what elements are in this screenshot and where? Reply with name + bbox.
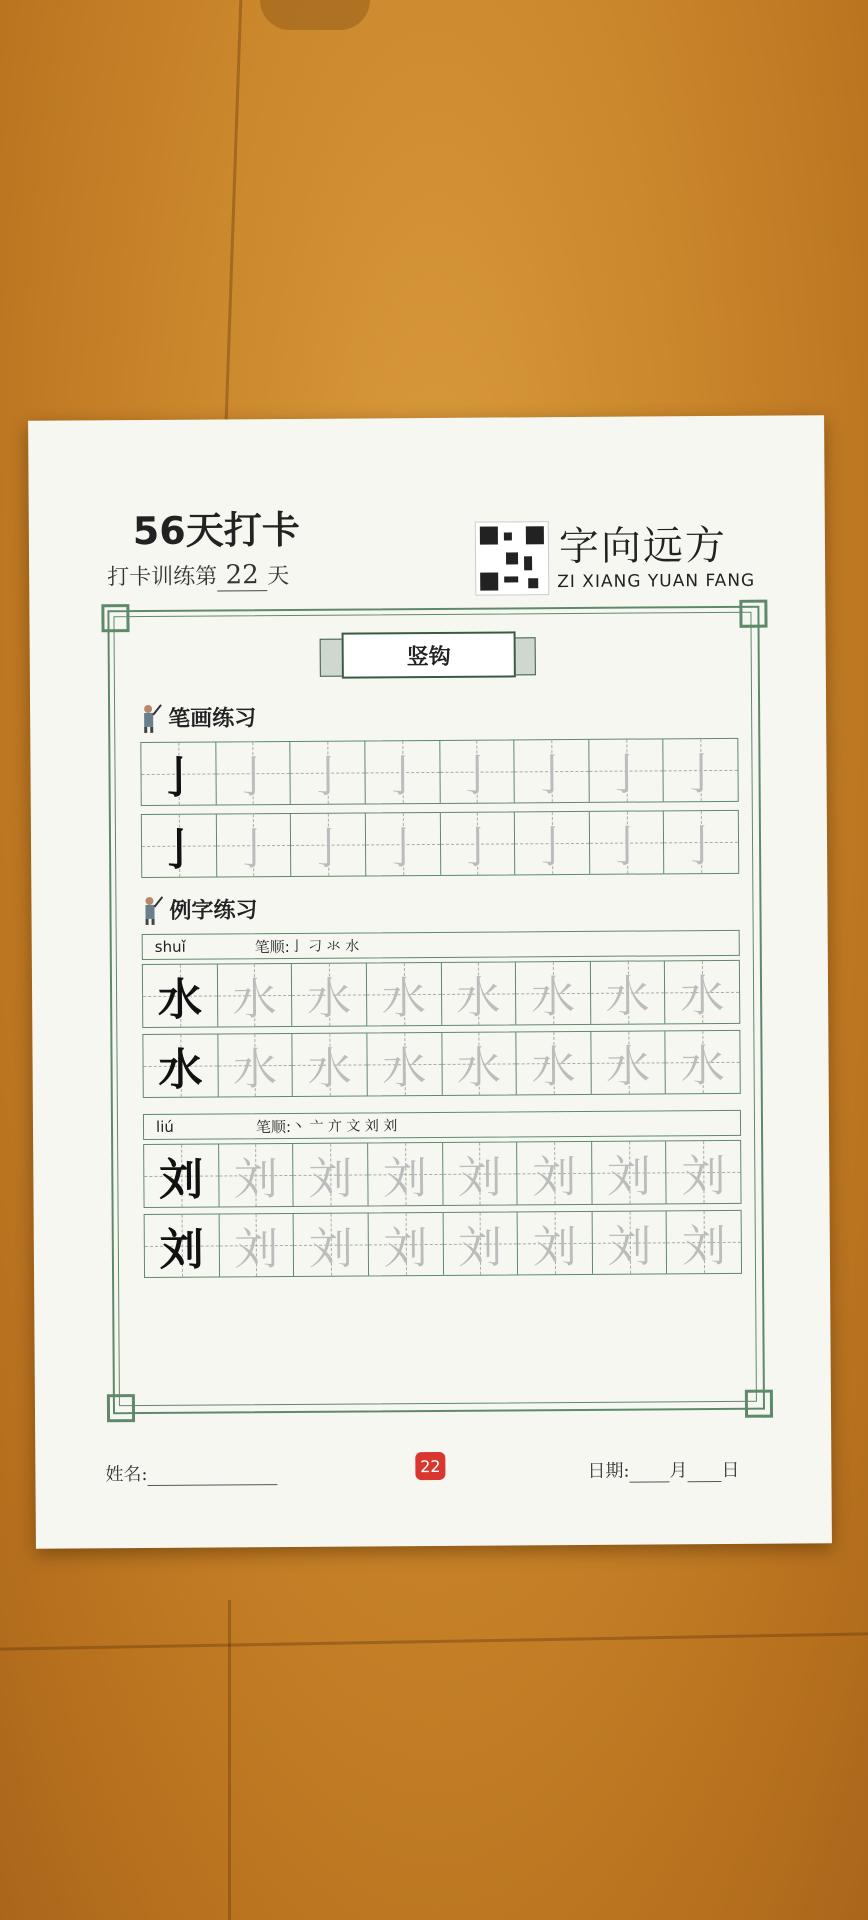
trace-cell[interactable] [365,741,440,804]
brand-name-en: ZI XIANG YUAN FANG [557,570,756,593]
trace-cell[interactable] [516,1032,591,1095]
trace-cell[interactable] [291,813,366,876]
couch-seam [225,0,243,420]
trace-glyph: 刘 [383,1223,428,1275]
trace-cell[interactable] [664,811,738,874]
trace-cell[interactable] [216,742,291,805]
worksheet-paper [28,415,832,1549]
trace-glyph: 亅 [454,750,500,802]
trace-glyph: 水 [531,1041,576,1094]
model-cell [143,1034,218,1097]
trace-glyph: 刘 [606,1151,652,1203]
trace-cell[interactable] [665,961,739,1024]
trace-cell[interactable] [293,1033,368,1096]
trace-glyph: 刘 [532,1221,577,1274]
trace-cell[interactable] [367,1033,442,1096]
trace-glyph: 刘 [308,1153,353,1205]
trace-glyph: 水 [232,1044,278,1096]
trace-glyph: 水 [605,971,650,1023]
trace-cell[interactable] [591,1031,666,1094]
stroke-order: 丶 亠 亣 文 刘 刘 [291,1118,398,1135]
trace-glyph: 水 [382,1043,427,1095]
trace-glyph: 水 [307,973,352,1025]
trace-cell[interactable] [514,740,589,803]
trace-glyph: 水 [456,972,501,1024]
trace-cell[interactable] [292,963,367,1026]
pinyin-bar-shui [142,930,740,960]
subtitle-prefix: 打卡训练第 [107,564,218,591]
trace-glyph: 刘 [233,1154,278,1206]
trace-cell[interactable] [368,1213,443,1276]
trace-glyph: 亅 [678,748,723,801]
trace-cell[interactable] [589,739,664,802]
trace-glyph: 水 [680,970,725,1023]
trace-glyph: 亅 [231,824,276,876]
trace-cell[interactable] [443,1212,518,1275]
model-cell [143,964,218,1027]
month-line[interactable] [630,1481,670,1482]
trace-cell[interactable] [216,814,291,877]
trace-glyph: 刘 [681,1150,726,1203]
worksheet-title: 56天打卡 [132,507,300,554]
worksheet-subtitle [107,559,289,592]
trace-glyph: 亅 [604,821,649,873]
qr-code-icon [475,521,550,596]
trace-cell[interactable] [217,964,292,1027]
trace-glyph: 亅 [529,821,575,874]
model-glyph: 水 [158,1044,203,1096]
trace-cell[interactable] [442,1032,517,1095]
trace-glyph: 刘 [532,1151,577,1204]
trace-glyph: 亅 [380,751,425,803]
trace-cell[interactable] [667,1211,741,1274]
day-label: 日 [721,1459,740,1481]
stroke-banner: 竖钩 [342,631,516,678]
trace-glyph: 水 [680,1040,725,1093]
trace-cell[interactable] [590,811,665,874]
model-cell [145,1214,220,1277]
trace-glyph: 亅 [380,823,425,875]
corner-ornament [101,604,129,632]
model-cell [144,1144,219,1207]
trace-glyph: 水 [381,973,426,1025]
trace-cell[interactable] [443,1142,518,1205]
corner-ornament [739,600,767,628]
stroke-row-2 [141,810,739,878]
name-line[interactable] [148,1484,278,1486]
trace-glyph: 亅 [230,752,276,804]
trace-cell[interactable] [592,1211,667,1274]
date-field[interactable] [587,1456,739,1483]
month-label: 月 [669,1460,688,1482]
model-glyph: 亅 [156,752,201,804]
trace-cell[interactable] [440,740,515,803]
model-cell [141,742,216,805]
stroke-order: 亅 刁 氺 水 [289,938,360,955]
model-glyph: 刘 [159,1224,204,1276]
trace-glyph: 亅 [529,749,574,802]
pinyin-bar-liu [143,1110,741,1140]
trace-cell[interactable] [666,1031,740,1094]
calligrapher-icon [141,894,163,924]
day-line[interactable] [688,1481,722,1482]
trace-cell[interactable] [518,1212,593,1275]
trace-glyph: 亅 [305,823,351,875]
calligrapher-icon [140,702,162,732]
trace-glyph: 水 [307,1043,352,1095]
trace-glyph: 刘 [234,1224,279,1276]
trace-cell[interactable] [517,1142,592,1205]
model-glyph: 水 [157,974,203,1026]
trace-glyph: 水 [232,974,277,1026]
trace-glyph: 刘 [308,1223,354,1275]
trace-cell[interactable] [592,1141,667,1204]
trace-cell[interactable] [591,961,666,1024]
couch-fold [260,0,370,30]
trace-cell[interactable] [368,1143,443,1206]
stroke-row-1 [140,738,738,806]
trace-cell[interactable] [219,1144,294,1207]
brand-name-cn: 字向远方 [558,522,728,571]
page-number-badge: 22 [415,1452,445,1480]
trace-cell[interactable] [664,739,738,802]
model-cell [142,814,217,877]
section-label: 笔画练习 [168,706,257,732]
trace-glyph: 亅 [603,749,649,801]
trace-cell[interactable] [666,1141,740,1204]
section-example-practice [141,893,257,925]
trace-glyph: 刘 [457,1222,503,1274]
name-field[interactable] [105,1459,277,1486]
couch-seam-horizontal [0,1632,868,1650]
pinyin: shuǐ [154,937,186,956]
model-glyph: 刘 [159,1154,204,1206]
section-label: 例字练习 [169,898,258,924]
trace-cell[interactable] [516,962,591,1025]
char-row-shui-1 [142,960,740,1028]
section-stroke-practice [140,701,256,733]
pinyin: liú [155,1117,174,1136]
trace-glyph: 刘 [457,1152,502,1204]
trace-cell[interactable] [218,1034,293,1097]
day-number: 22 [217,560,267,591]
couch-seam-lower [228,1600,231,1920]
char-row-liu-2 [144,1210,742,1278]
char-row-liu-1 [143,1140,741,1208]
trace-cell[interactable] [219,1214,294,1277]
trace-glyph: 刘 [382,1153,428,1205]
model-glyph: 亅 [156,824,202,876]
trace-cell[interactable] [366,813,441,876]
trace-cell[interactable] [515,812,590,875]
stroke-order-label: 笔顺: [254,937,290,956]
trace-glyph: 亅 [679,820,724,873]
trace-glyph: 亅 [455,822,500,874]
trace-cell[interactable] [440,812,515,875]
trace-glyph: 刘 [607,1221,652,1273]
name-label: 姓名: [105,1463,148,1486]
trace-cell[interactable] [367,963,442,1026]
trace-cell[interactable] [294,1213,369,1276]
trace-glyph: 水 [530,971,576,1024]
trace-glyph: 水 [456,1042,502,1094]
char-row-shui-2 [142,1030,740,1098]
trace-cell[interactable] [441,962,516,1025]
subtitle-suffix: 天 [267,563,290,590]
stroke-order-label: 笔顺: [255,1117,292,1136]
trace-glyph: 水 [605,1041,651,1093]
corner-ornament [745,1390,773,1418]
trace-glyph: 刘 [681,1220,727,1273]
corner-ornament [107,1394,135,1422]
trace-cell[interactable] [293,1143,368,1206]
trace-glyph: 亅 [305,751,350,803]
trace-cell[interactable] [291,741,366,804]
date-label: 日期: [587,1460,630,1482]
